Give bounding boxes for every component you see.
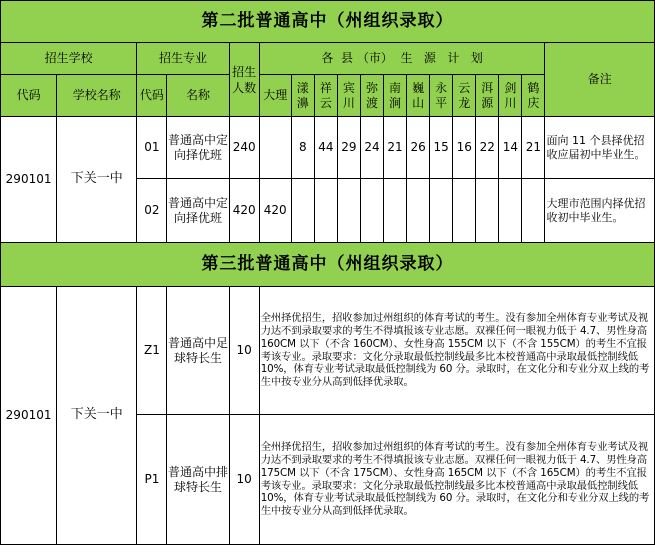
header-school-group: 招生学校 [1,43,137,75]
count-yangbi [291,179,314,243]
school-name: 下关一中 [57,287,137,545]
count-binchuan [337,179,360,243]
header-major-code: 代码 [137,75,167,117]
count-heqing [522,179,545,243]
count-weishan: 26 [407,117,430,179]
header-county-midu: 弥渡 [360,75,383,117]
remark: 大理市范围内择优招收初中毕业生。 [545,179,655,243]
school-name: 下关一中 [57,117,137,243]
count-nanjian: 21 [384,117,407,179]
header-county-weishan: 巍山 [407,75,430,117]
header-counties-title: 各 县 （市） 生 源 计 划 [259,43,545,75]
count-midu: 24 [360,117,383,179]
remark: 面向 11 个县择优招收应届初中毕业生。 [545,117,655,179]
major-code: P1 [137,415,167,545]
count-jianchuan [499,179,522,243]
header-county-yunlong: 云龙 [453,75,476,117]
count-yunlong [453,179,476,243]
count-yongping: 15 [430,117,453,179]
header-major-name: 名称 [167,75,229,117]
count-jianchuan: 14 [499,117,522,179]
major-name: 普通高中定向择优班 [167,179,229,243]
major-name: 普通高中排球特长生 [167,415,229,545]
count-heqing: 21 [522,117,545,179]
table-row [1,117,655,179]
admission-requirements: 全州择优招生，招收参加过州组织的体育考试的考生。没有参加全州体育专业考试及视力达不到录取要求的考生不得填报该专业志愿。双裸任何一眼视力低于 4.7、男性身高 160CM 以下（不含 160CM）、女性身高 155CM 以下（不含 155CM）的考生不宜报考该专业。录取要求：文化分录取最低控制线最多比本校普通高中录取最低控制线低 10%，体育专业考试录取最低控制线为 60 分。录取时，在文化分和专业分双上线的考生中按专业分从高到低择优录取。 [259,287,654,415]
count-binchuan: 29 [337,117,360,179]
count-eryuan [476,179,499,243]
major-code: 02 [137,179,167,243]
header-county-yongping: 永平 [430,75,453,117]
major-code: Z1 [137,287,167,415]
enroll-count: 240 [229,117,259,179]
count-nanjian [384,179,407,243]
count-dali: 420 [259,179,291,243]
count-yunlong: 16 [453,117,476,179]
header-county-binchuan: 宾川 [337,75,360,117]
count-midu [360,179,383,243]
header-county-jianchuan: 剑川 [499,75,522,117]
header-code: 代码 [1,75,57,117]
header-enroll: 招生人数 [229,43,259,117]
major-code: 01 [137,117,167,179]
count-xiangyun [314,179,337,243]
header-county-xiangyun: 祥云 [314,75,337,117]
header-county-heqing: 鹤庆 [522,75,545,117]
school-code: 290101 [1,117,57,243]
section2-title: 第二批普通高中（州组织录取） [1,1,655,43]
major-name: 普通高中足球特长生 [167,287,229,415]
enroll-count: 10 [229,415,259,545]
table-row [1,287,655,415]
count-dali [259,117,291,179]
count-weishan [407,179,430,243]
header-county-eryuan: 洱源 [476,75,499,117]
admission-requirements: 全州择优招生，招收参加过州组织的体育考试的考生。没有参加全州体育专业考试及视力达不到录取要求的考生不得填报该专业志愿。双裸任何一眼视力低于 4.7、男性身高 175CM 以下（不含 175CM）、女性身高 165CM 以下（不含 165CM）的考生不宜报考该专业。录取要求：文化分录取最低控制线最多比本校普通高中录取最低控制线低 10%，体育专业考试录取最低控制线为 60 分。录取时，在文化分和专业分双上线的考生中按专业分从高到低择优录取。 [259,415,654,545]
school-code: 290101 [1,287,57,545]
section3-title: 第三批普通高中（州组织录取） [1,243,655,287]
count-yangbi: 8 [291,117,314,179]
count-xiangyun: 44 [314,117,337,179]
header-county-nanjian: 南涧 [384,75,407,117]
header-school-name: 学校名称 [57,75,137,117]
count-eryuan: 22 [476,117,499,179]
header-major-group: 招生专业 [137,43,229,75]
header-county-dali: 大理 [259,75,291,117]
header-county-yangbi: 漾濞 [291,75,314,117]
enroll-count: 10 [229,287,259,415]
enroll-count: 420 [229,179,259,243]
header-remark: 备注 [545,43,655,117]
count-yongping [430,179,453,243]
major-name: 普通高中定向择优班 [167,117,229,179]
